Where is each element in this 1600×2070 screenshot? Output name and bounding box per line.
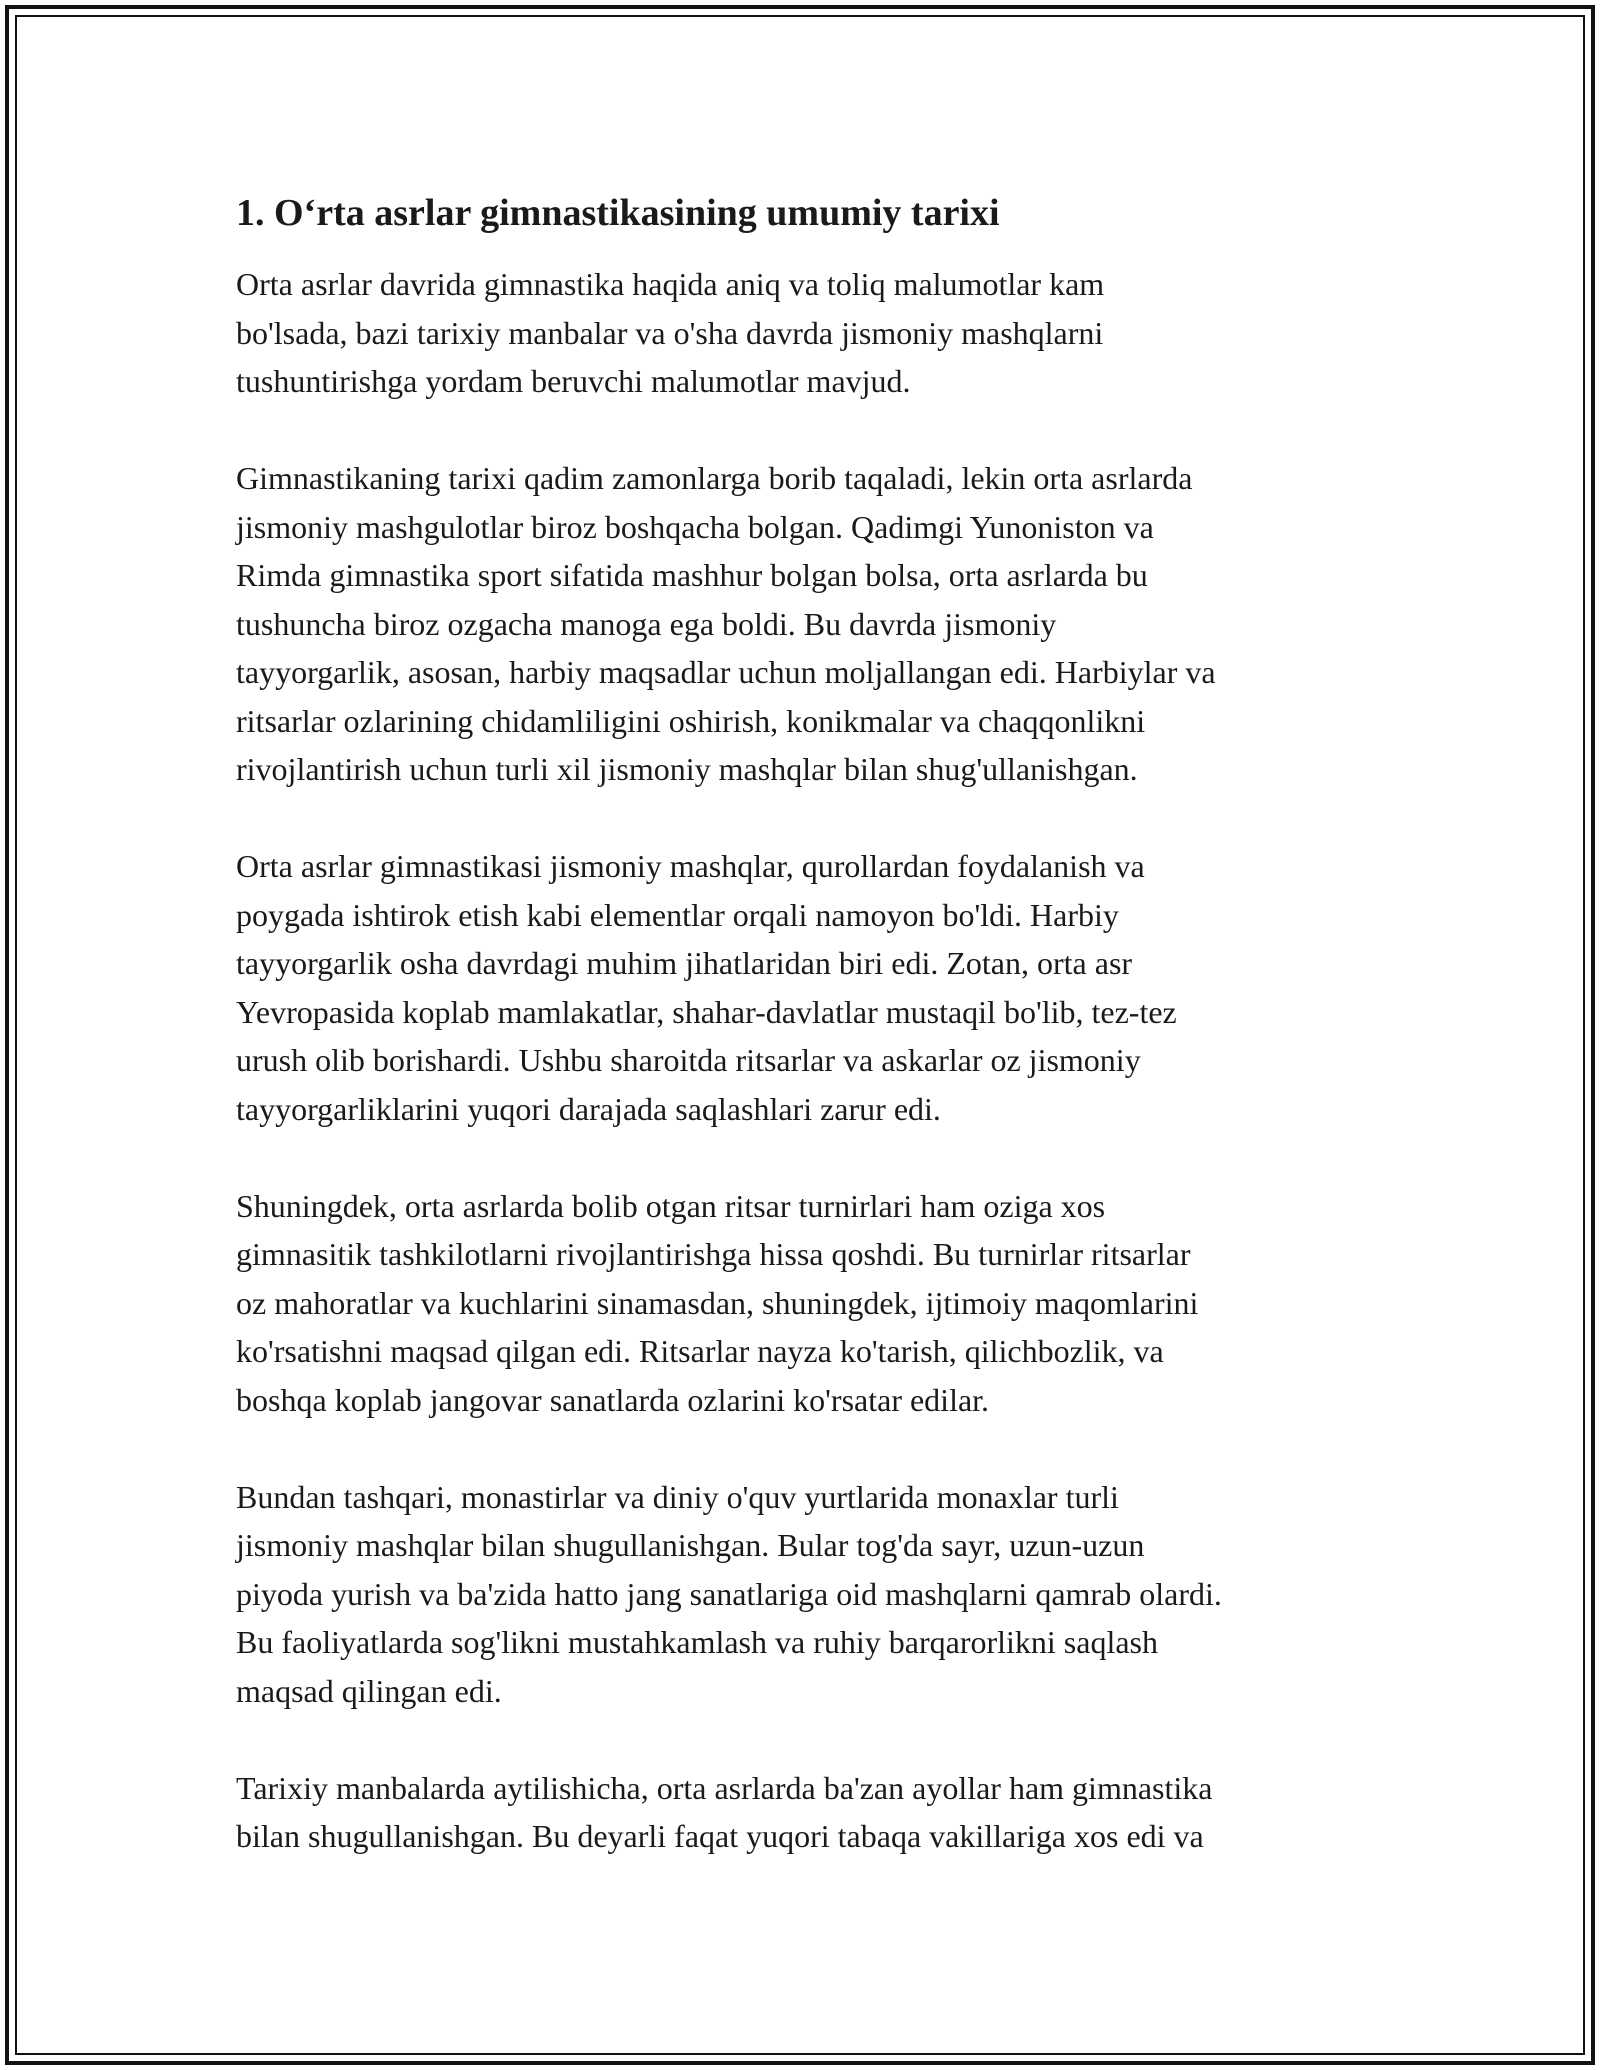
paragraph-6 xyxy=(236,1764,1376,1861)
paragraph-5 xyxy=(236,1473,1376,1716)
text-line: Rimda gimnastika sport sifatida mashhur bolgan bolsa, orta asrlarda bu xyxy=(236,557,1148,593)
text-line: Bu faoliyatlarda sog'likni mustahkamlash va ruhiy barqarorlikni saqlash xyxy=(236,1624,1158,1660)
text-line: tayyorgarliklarini yuqori darajada saqlashlari zarur edi. xyxy=(236,1090,941,1127)
text-line: ritsarlar ozlarining chidamliligini oshirish, konikmalar va chaqqonlikni xyxy=(236,702,1146,739)
paragraph-2 xyxy=(236,454,1376,794)
paragraph-3 xyxy=(236,842,1376,1133)
text-line: bo'lsada, bazi tarixiy manbalar va o'sha davrda jismoniy mashqlarni xyxy=(236,314,1104,351)
text-line: maqsad qilingan edi. xyxy=(236,1672,502,1709)
text-line: bilan shugullanishgan. Bu deyarli faqat yuqori tabaqa vakillariga xos edi va xyxy=(236,1818,1204,1854)
document-body xyxy=(236,186,1376,1909)
text-line: Shuningdek, orta asrlarda bolib otgan ritsar turnirlari ham oziga xos xyxy=(236,1187,1106,1224)
text-line: poygada ishtirok etish kabi elementlar orqali namoyon bo'ldi. Harbiy xyxy=(236,896,1119,933)
text-line: jismoniy mashqlar bilan shugullanishgan. Bular tog'da sayr, uzun-uzun xyxy=(236,1527,1145,1563)
text-line: tushuncha biroz ozgacha manoga ega boldi. Bu davrda jismoniy xyxy=(236,605,1057,642)
text-line: jismoniy mashgulotlar biroz boshqacha bolgan. Qadimgi Yunoniston va xyxy=(236,508,1154,545)
text-line: tayyorgarlik, asosan, harbiy maqsadlar uchun moljallangan edi. Harbiylar va xyxy=(236,654,1216,690)
text-line: Tarixiy manbalarda aytilishicha, orta asrlarda ba'zan ayollar ham gimnastika xyxy=(236,1769,1213,1806)
text-line: tayyorgarlik osha davrdagi muhim jihatlaridan biri edi. Zotan, orta asr xyxy=(236,945,1133,981)
text-line: Yevropasida koplab mamlakatlar, shahar-davlatlar mustaqil bo'lib, tez-tez xyxy=(236,993,1177,1030)
text-line: Orta asrlar davrida gimnastika haqida aniq va toliq malumotlar kam xyxy=(236,266,1105,302)
section-heading: 1. O‘rta asrlar gimnastikasining umumiy tarixi xyxy=(236,192,1000,234)
text-line: Orta asrlar gimnastikasi jismoniy mashqlar, qurollardan foydalanish va xyxy=(236,848,1145,884)
text-line: boshqa koplab jangovar sanatlarda ozlarini ko'rsatar edilar. xyxy=(236,1381,990,1418)
text-line: rivojlantirish uchun turli xil jismoniy mashqlar bilan shug'ullanishgan. xyxy=(236,751,1138,787)
text-line: piyoda yurish va ba'zida hatto jang sanatlariga oid mashqlarni qamrab olardi. xyxy=(236,1575,1222,1612)
paragraph-4 xyxy=(236,1182,1376,1425)
text-line: Bundan tashqari, monastirlar va diniy o'quv yurtlarida monaxlar turli xyxy=(236,1478,1119,1515)
text-line: ko'rsatishni maqsad qilgan edi. Ritsarlar nayza ko'tarish, qilichbozlik, va xyxy=(236,1333,1164,1369)
text-line: tushuntirishga yordam beruvchi malumotlar mavjud. xyxy=(236,363,911,399)
text-line: oz mahoratlar va kuchlarini sinamasdan, shuningdek, ijtimoiy maqomlarini xyxy=(236,1284,1199,1321)
text-line: urush olib borishardi. Ushbu sharoitda ritsarlar va askarlar oz jismoniy xyxy=(236,1042,1141,1078)
text-line: gimnasitik tashkilotlarni rivojlantirishga hissa qoshdi. Bu turnirlar ritsarlar xyxy=(236,1236,1191,1272)
paragraph-1 xyxy=(236,260,1376,406)
text-line: Gimnastikaning tarixi qadim zamonlarga borib taqaladi, lekin orta asrlarda xyxy=(236,460,1193,496)
